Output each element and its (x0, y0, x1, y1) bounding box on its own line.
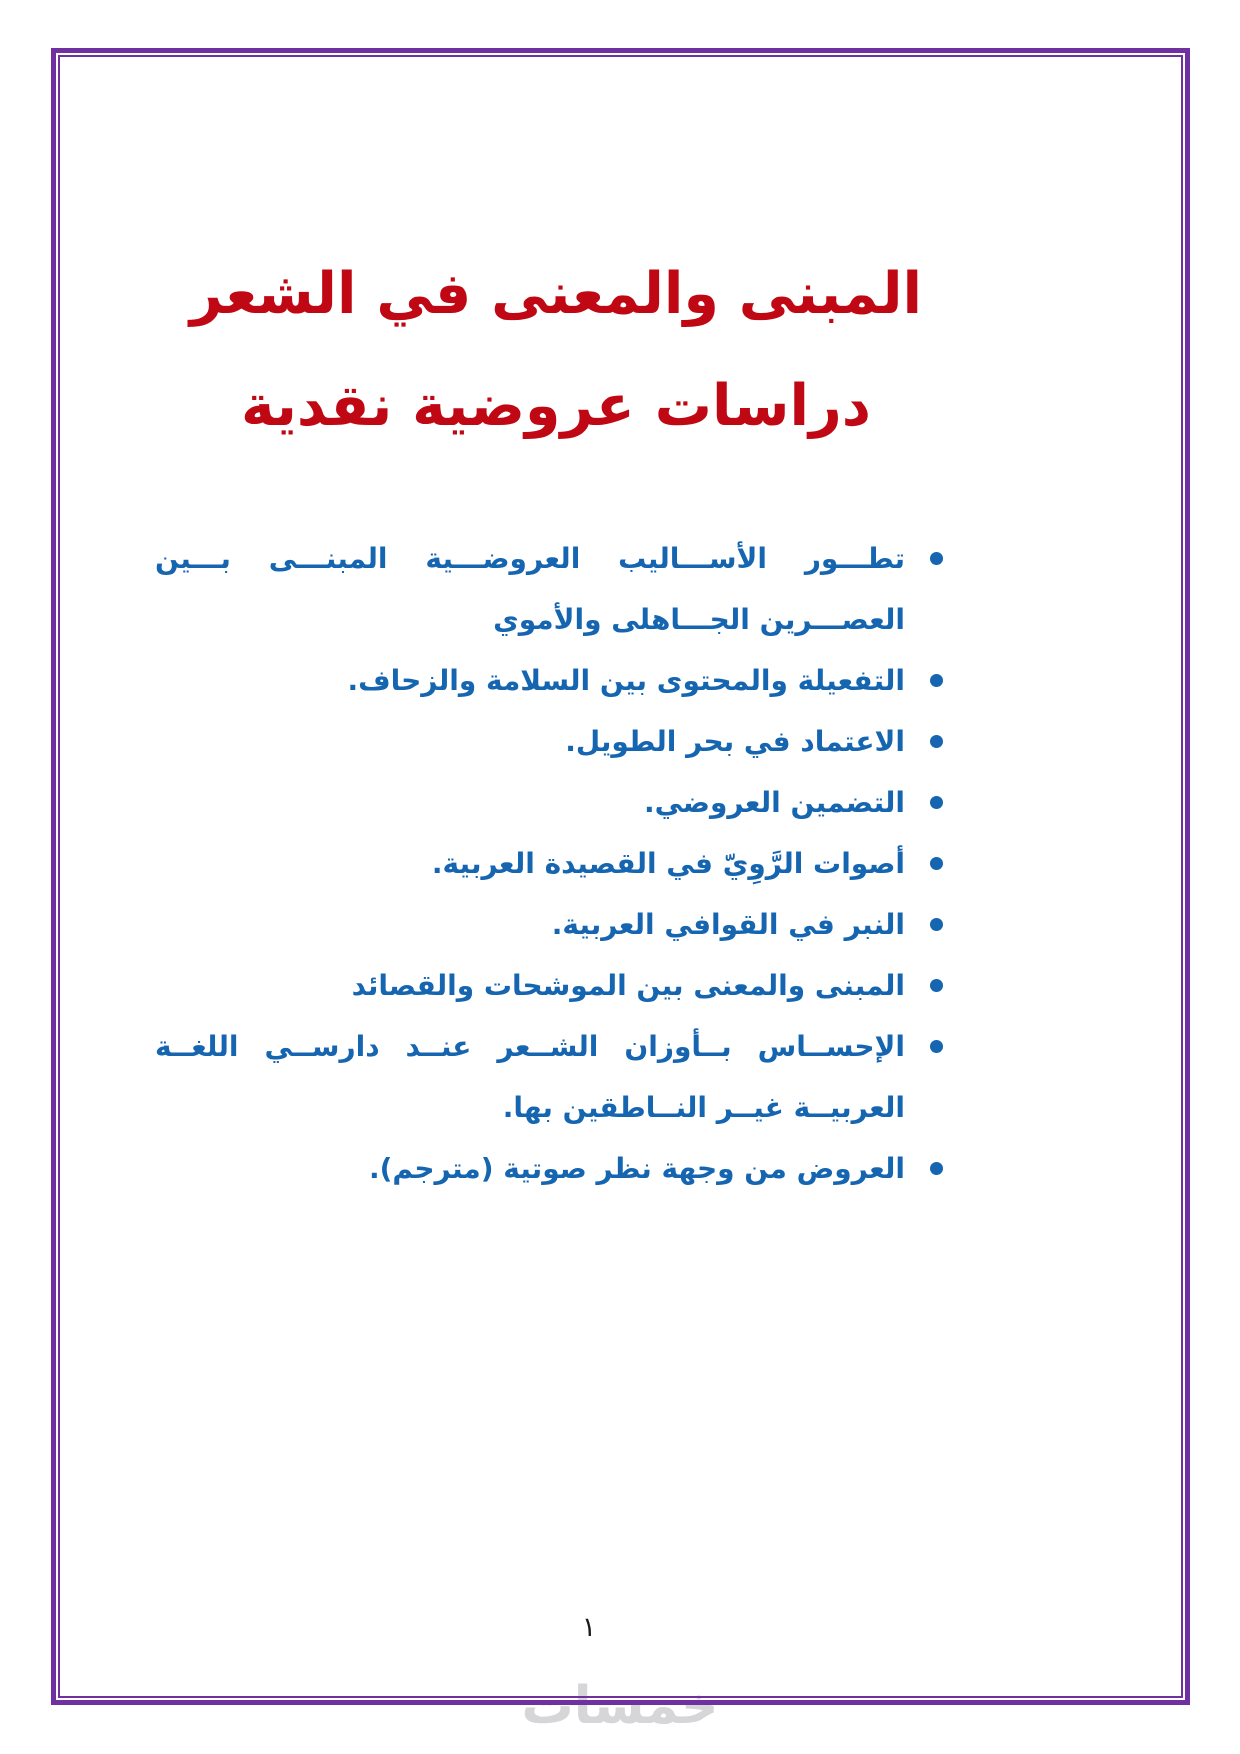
list-item-text: أصوات الرَّوِيّ في القصيدة العربية. (431, 847, 905, 880)
list-item (155, 650, 943, 711)
list-item-text: المبنى والمعنى بين الموشحات والقصائد (351, 969, 905, 1002)
bullet-icon (930, 918, 943, 931)
topics-list (155, 528, 943, 1199)
bullet-icon (930, 735, 943, 748)
watermark-text: خمسات (521, 1676, 719, 1736)
list-item-text: النبر في القوافي العربية. (551, 908, 905, 941)
bullet-icon (930, 796, 943, 809)
list-item (155, 1016, 943, 1138)
page-number: ١ (581, 1612, 597, 1643)
list-item-text: التفعيلة والمحتوى بين السلامة والزحاف. (347, 664, 905, 697)
list-item (155, 711, 943, 772)
list-item (155, 528, 943, 650)
bullet-icon (930, 552, 943, 565)
document-title (0, 238, 1240, 462)
list-item-text: العروض من وجهة نظر صوتية (مترجم). (368, 1152, 905, 1185)
list-item (155, 1138, 943, 1199)
document-title-line1: المبنى والمعنى في الشعر (189, 261, 923, 327)
list-item-text: التضمين العروضي. (643, 786, 905, 819)
bullet-icon (930, 1162, 943, 1175)
bullet-icon (930, 857, 943, 870)
document-title-line2: دراسات عروضية نقدية (240, 373, 872, 439)
list-item-text: الاعتماد في بحر الطويل. (565, 725, 905, 758)
list-item (155, 772, 943, 833)
list-item (155, 833, 943, 894)
list-item-text: الإحســاس بــأوزان الشــعر عنــد دارســي اللغــة العربيــة غيــر النــاطقين بها. (155, 1030, 905, 1124)
list-item (155, 894, 943, 955)
bullet-icon (930, 1040, 943, 1053)
bullet-icon (930, 674, 943, 687)
bullet-icon (930, 979, 943, 992)
list-item (155, 955, 943, 1016)
list-item-text: تطـــور الأســـاليب العروضـــية المبنـــى بـــين العصـــرين الجـــاهلى والأموي (155, 542, 905, 636)
